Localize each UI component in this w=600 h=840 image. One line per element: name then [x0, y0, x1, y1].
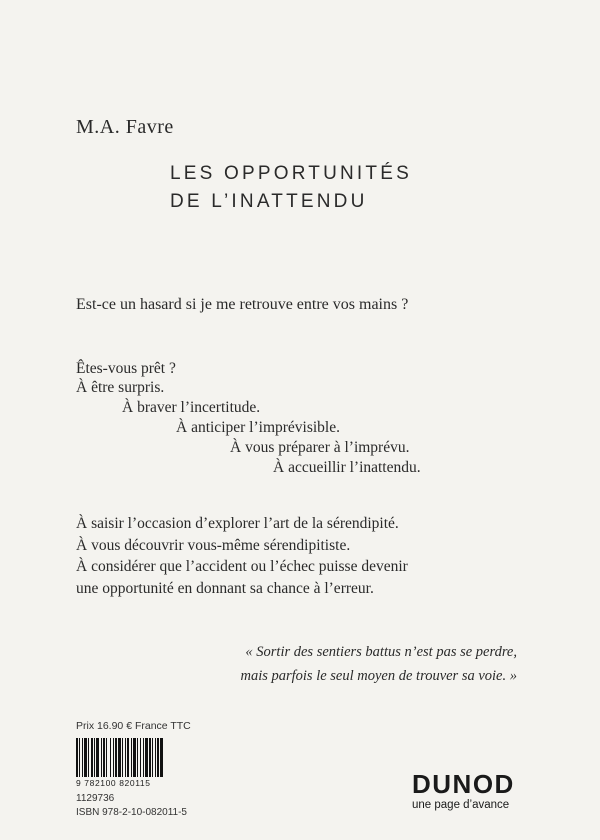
- opening-question: Est-ce un hasard si je me retrouve entre vos mains ?: [76, 296, 409, 313]
- pull-quote: [240, 640, 517, 688]
- barcode-icon: [76, 738, 184, 777]
- author-name: M.A. Favre: [76, 116, 174, 138]
- paragraph-line: À saisir l’occasion d’explorer l’art de la sérendipité.: [76, 515, 399, 532]
- quote-line: « Sortir des sentiers battus n’est pas se perdre,: [245, 644, 517, 660]
- book-title: [170, 160, 412, 216]
- staircase-line: À être surpris.: [76, 379, 165, 396]
- paragraph-line: À considérer que l’accident ou l’échec puisse devenir: [76, 558, 408, 576]
- price-label: Prix 16.90 € France TTC: [76, 720, 191, 732]
- paragraph-line: une opportunité en donnant sa chance à l’erreur.: [76, 579, 374, 597]
- product-code: 1129736: [76, 793, 115, 804]
- staircase-line: À braver l’incertitude.: [122, 399, 261, 416]
- publisher-logo: DUNOD: [412, 769, 515, 799]
- isbn: ISBN 978-2-10-082011-5: [76, 807, 187, 818]
- quote-line: mais parfois le seul moyen de trouver sa voie. »: [240, 668, 517, 684]
- staircase-line: Êtes-vous prêt ?: [76, 360, 176, 377]
- title-line-2: DE L’INATTENDU: [170, 191, 368, 212]
- publisher-tagline: une page d’avance: [412, 799, 510, 811]
- paragraph-line: À vous découvrir vous-même sérendipitiste.: [76, 536, 351, 554]
- barcode-digits: 9 782100 820115: [76, 778, 151, 788]
- title-line-1: LES OPPORTUNITÉS: [170, 163, 412, 184]
- staircase-line: À anticiper l’imprévisible.: [176, 419, 340, 436]
- description-paragraph: [76, 513, 408, 599]
- staircase-line: À vous préparer à l’imprévu.: [230, 439, 410, 456]
- staircase-line: À accueillir l’inattendu.: [273, 459, 421, 476]
